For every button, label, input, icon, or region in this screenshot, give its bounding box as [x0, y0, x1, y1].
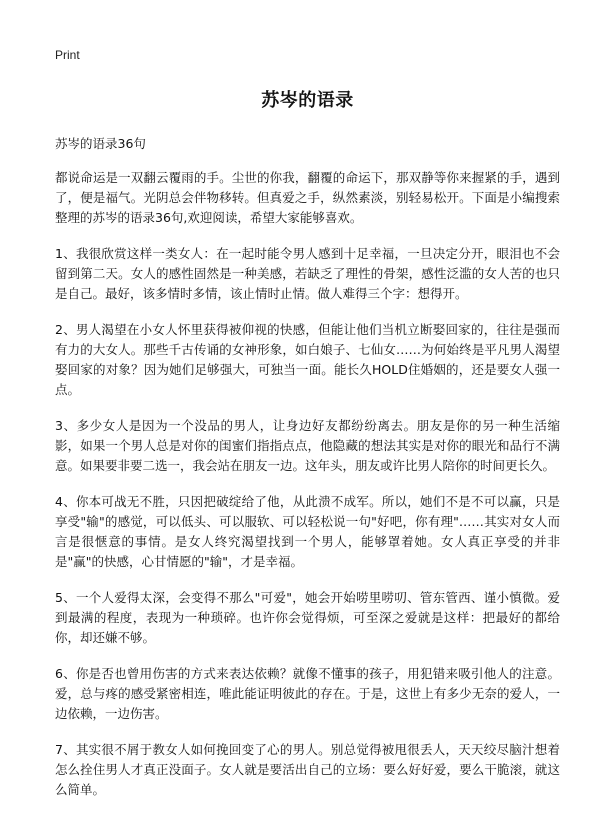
- intro-paragraph: 都说命运是一双翻云覆雨的手。尘世的你我，翻覆的命运下，那双静等你来握紧的手，遇到了，便是福气。光阴总会伴物移转。但真爱之手，纵然素淡，别轻易松开。下面是小编搜索整理的苏岑的语录36句,欢迎阅读，希望大家能够喜欢。: [55, 170, 560, 225]
- quote-paragraph-1: 1、我很欣赏这样一类女人：在一起时能令男人感到十足幸福，一旦决定分开，眼泪也不会留到第二天。女人的感性固然是一种美感，若缺乏了理性的骨架，感性泛滥的女人苦的也只是自己。最好，该多情时多情，该止情时止情。做人难得三个字：想得开。: [55, 246, 560, 301]
- quote-paragraph-4: 4、你本可战无不胜，只因把破绽给了他，从此溃不成军。所以，她们不是不可以赢，只是享受"输"的感觉，可以低头、可以服软、可以轻松说一句"好吧，你有理"……其实对女人而言是很惬意的事情。是女人终究渴望找到一个男人，能够罩着她。女人真正享受的并非是"赢"的快感，心甘情愿的"输"，才是幸福。: [55, 494, 560, 569]
- quote-paragraph-2: 2、男人渴望在小女人怀里获得被仰视的快感，但能让他们当机立断娶回家的，往往是强而有力的大女人。那些千古传诵的女神形象，如白娘子、七仙女……为何始终是平凡男人渴望娶回家的对象？因为她们足够强大，可独当一面。能长久HOLD住婚姻的，还是要女人强一点。: [55, 322, 560, 397]
- page-title: 苏岑的语录: [261, 90, 354, 111]
- quote-paragraph-3: 3、多少女人是因为一个没品的男人，让身边好友都纷纷离去。朋友是你的另一种生活缩影，如果一个男人总是对你的闺蜜们指指点点，他隐藏的想法其实是对你的眼光和品行不满意。如果要非要二选一，我会站在朋友一边。这年头，朋友或许比男人陪你的时间更长久。: [55, 418, 560, 473]
- quote-paragraph-5: 5、一个人爱得太深，会变得不那么"可爱"，她会开始唠里唠叨、管东管西、谨小慎微。爱到最满的程度，表现为一种琐碎。也许你会觉得烦，可至深之爱就是这样：把最好的都给你，却还嫌不够。: [55, 590, 560, 645]
- page-subtitle: 苏岑的语录36句: [55, 136, 146, 151]
- print-link[interactable]: Print: [55, 48, 80, 62]
- quote-paragraph-7: 7、其实很不屑于教女人如何挽回变了心的男人。别总觉得被甩很丢人，天天绞尽脑汁想着怎么拴住男人才真正没面子。女人就是要活出自己的立场：要么好好爱，要么干脆滚，就这么简单。: [55, 742, 560, 797]
- quote-paragraph-6: 6、你是否也曾用伤害的方式来表达依赖？就像不懂事的孩子，用犯错来吸引他人的注意。爱，总与疼的感受紧密相连，唯此能证明彼此的存在。于是，这世上有多少无奈的爱人，一边依赖，一边伤害。: [55, 666, 560, 721]
